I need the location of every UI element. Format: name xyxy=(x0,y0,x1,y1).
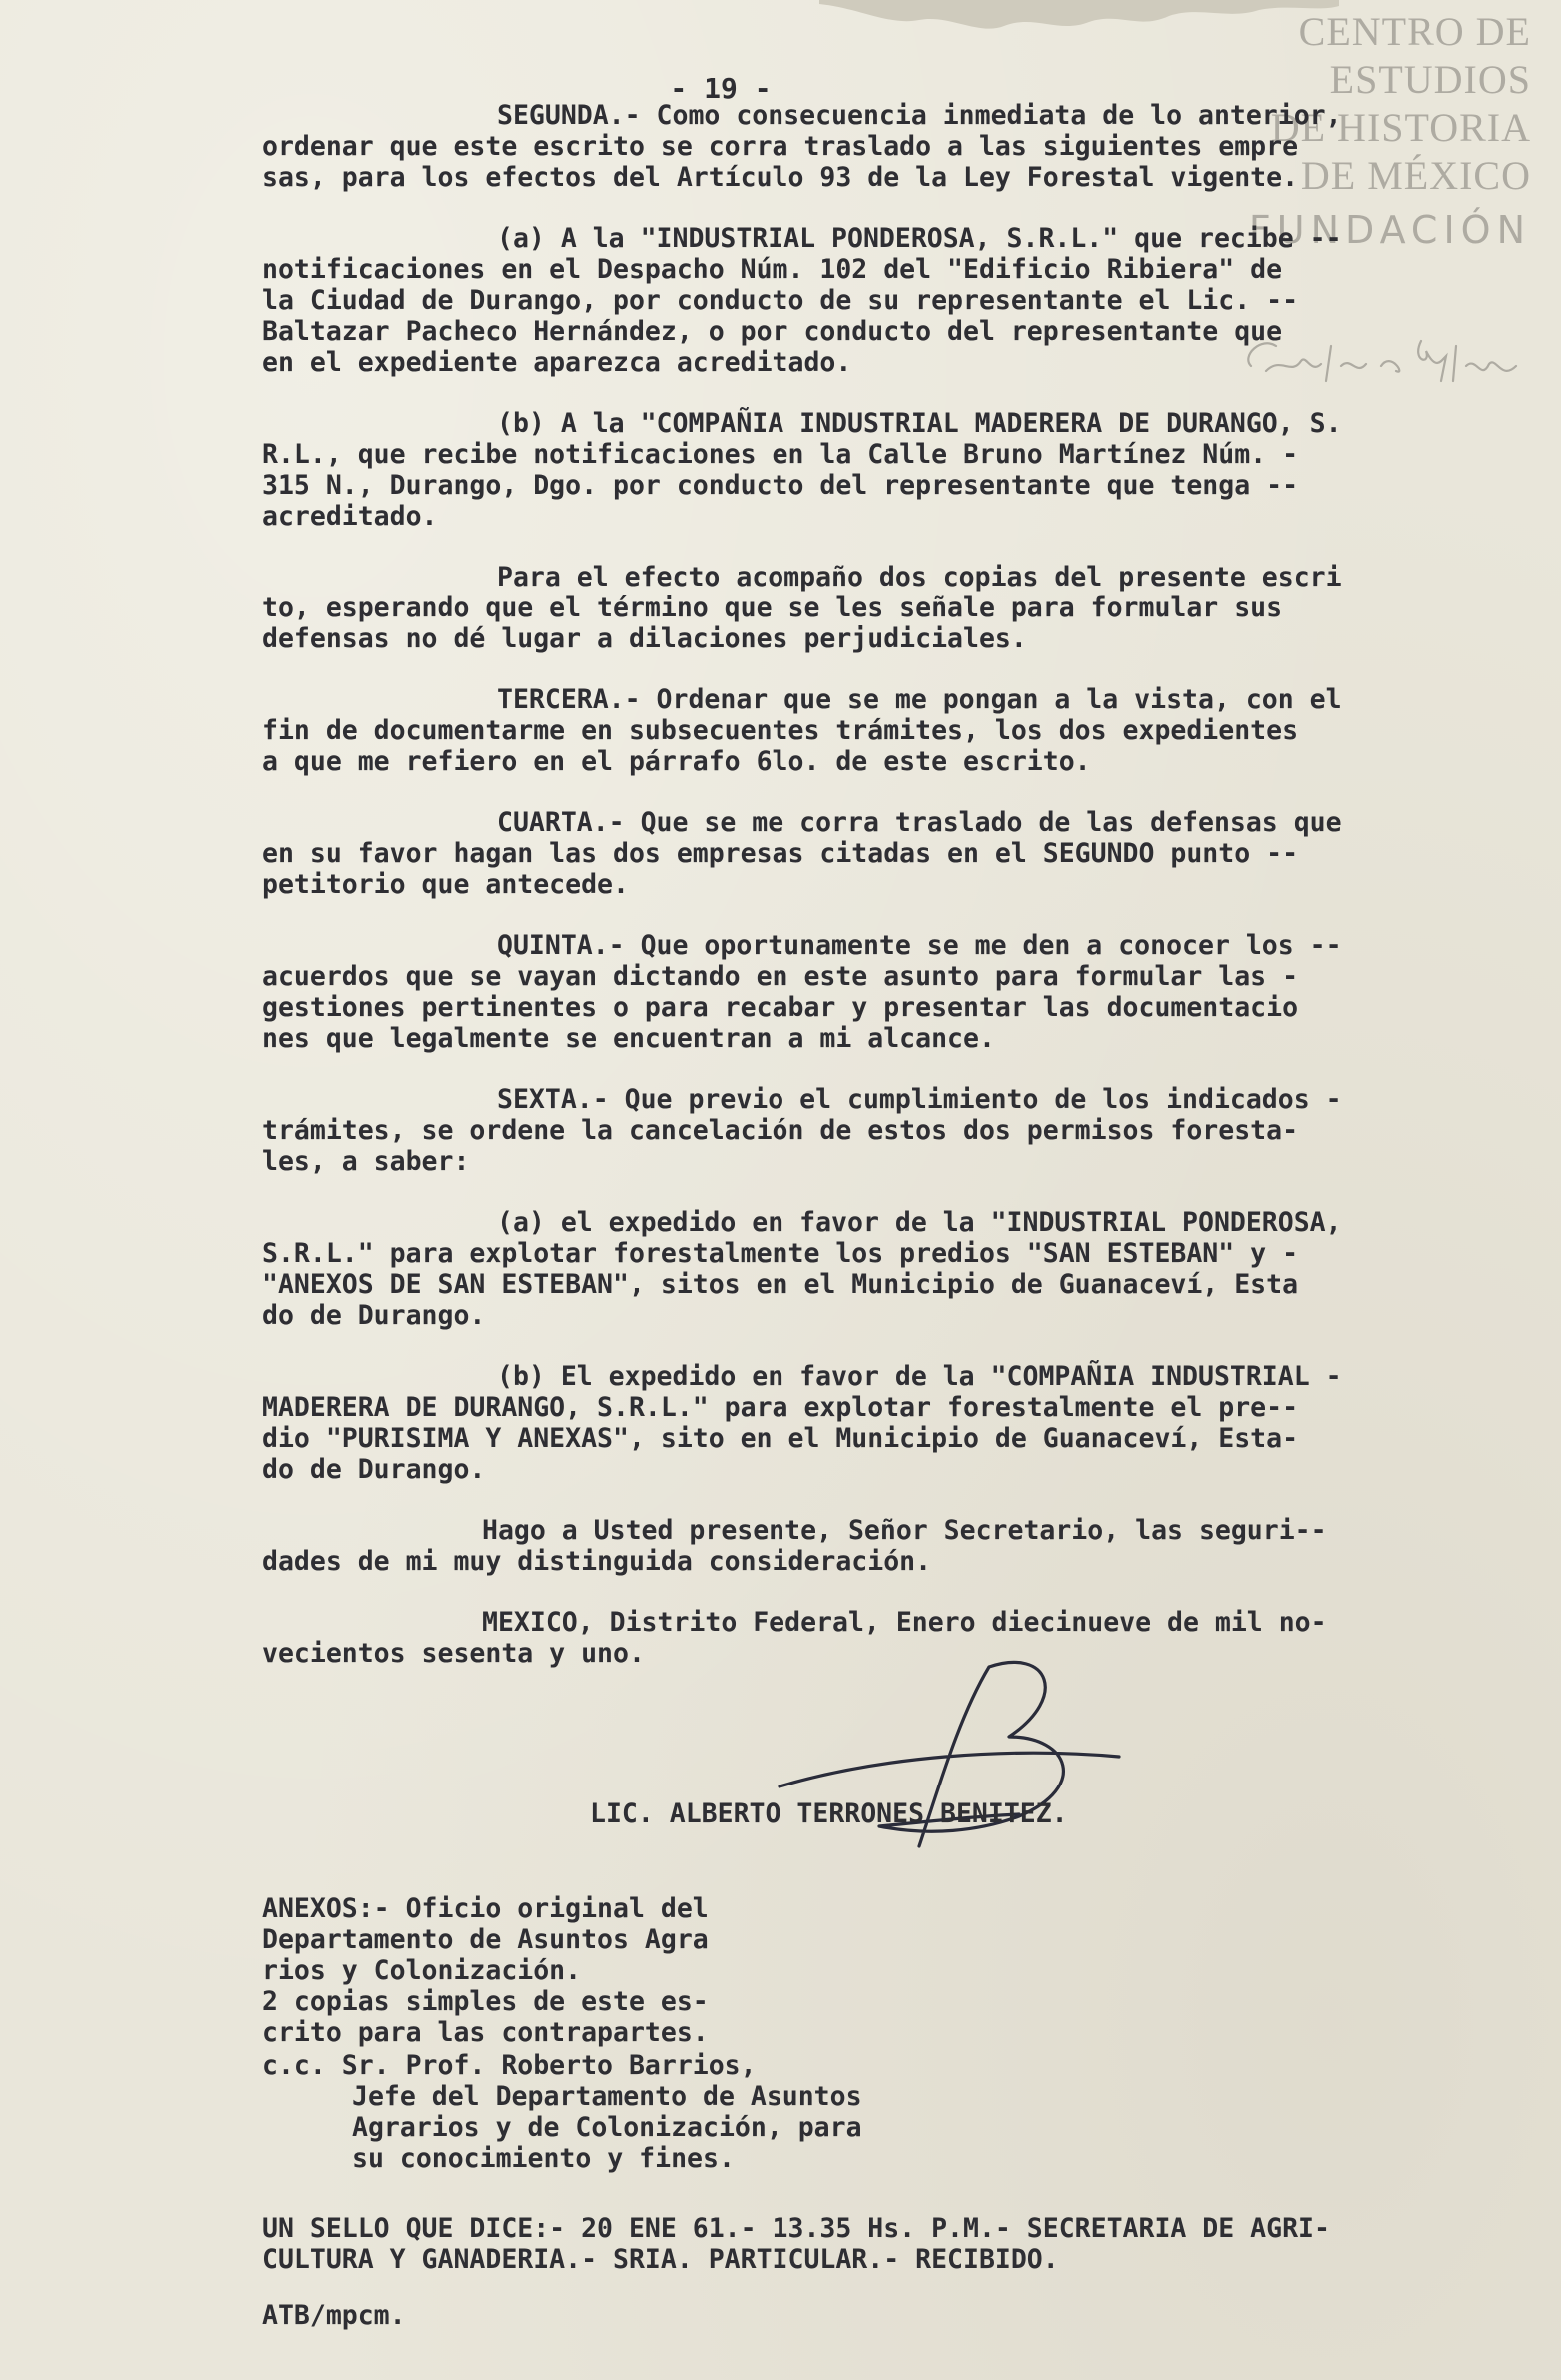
cuarta-line: en su favor hagan las dos empresas citadas en el SEGUNDO punto -- xyxy=(262,838,1299,869)
annex-line: rios y Colonización. xyxy=(262,1955,582,1986)
sexta-a-line: (a) el expedido en favor de la "INDUSTRIAL PONDEROSA, xyxy=(497,1207,1342,1238)
tercera-line: a que me refiero en el párrafo 6lo. de este escrito. xyxy=(262,746,1091,777)
item-a-line: en el expediente aparezca acreditado. xyxy=(262,347,852,378)
annex-line: Departamento de Asuntos Agra xyxy=(262,1924,709,1955)
annex-line: ANEXOS:- Oficio original del xyxy=(262,1893,709,1924)
sexta-b-line: (b) El expedido en favor de la "COMPAÑIA INDUSTRIAL - xyxy=(497,1361,1342,1392)
annex-line: crito para las contrapartes. xyxy=(262,2017,709,2048)
place-date-line: vecientos sesenta y uno. xyxy=(262,1638,645,1669)
cc-line: Agrarios y de Colonización, para xyxy=(352,2112,862,2143)
sexta-b-line: MADERERA DE DURANGO, S.R.L." para explotar forestalmente el pre-- xyxy=(262,1392,1299,1423)
sexta-line: trámites, se ordene la cancelación de estos dos permisos foresta- xyxy=(262,1115,1299,1146)
item-a-line: (a) A la "INDUSTRIAL PONDEROSA, S.R.L." que recibe -- xyxy=(497,223,1342,254)
watermark-line-3: DE HISTORIA xyxy=(1270,105,1531,150)
place-date-line: MEXICO, Distrito Federal, Enero diecinueve de mil no- xyxy=(482,1607,1327,1638)
stamp-block xyxy=(262,2213,1330,2275)
tercera-line: fin de documentarme en subsecuentes trámites, los dos expedientes xyxy=(262,715,1299,746)
watermark-fundacion: FUNDACIÓN xyxy=(1248,208,1531,252)
letter-body xyxy=(262,70,1491,1669)
typist-initials: ATB/mpcm. xyxy=(262,2300,406,2331)
item-b-line: R.L., que recibe notificaciones en la Calle Bruno Martínez Núm. - xyxy=(262,439,1299,470)
stamp-line: UN SELLO QUE DICE:- 20 ENE 61.- 13.35 Hs. P.M.- SECRETARIA DE AGRI- xyxy=(262,2213,1330,2244)
para-efecto-line: Para el efecto acompaño dos copias del presente escri xyxy=(497,562,1342,593)
sexta-b-line: dio "PURISIMA Y ANEXAS", sito en el Municipio de Guanaceví, Esta- xyxy=(262,1423,1299,1454)
cc-block xyxy=(262,2050,862,2174)
segunda-line: SEGUNDA.- Como consecuencia inmediata de lo anterior, xyxy=(497,100,1342,131)
closing-line: Hago a Usted presente, Señor Secretario, las seguri-- xyxy=(482,1515,1327,1546)
stamp-line: CULTURA Y GANADERIA.- SRIA. PARTICULAR.- RECIBIDO. xyxy=(262,2244,1059,2275)
sexta-b-line: do de Durango. xyxy=(262,1454,486,1485)
closing-line: dades de mi muy distinguida consideración. xyxy=(262,1546,932,1577)
sexta-a-line: "ANEXOS DE SAN ESTEBAN", sitos en el Municipio de Guanaceví, Esta xyxy=(262,1269,1299,1300)
watermark-line-1: CENTRO DE xyxy=(1298,9,1531,54)
page-number: - 19 - xyxy=(670,72,772,105)
sexta-line: les, a saber: xyxy=(262,1146,470,1177)
segunda-line: sas, para los efectos del Artículo 93 de la Ley Forestal vigente. xyxy=(262,162,1299,193)
quinta-line: nes que legalmente se encuentran a mi alcance. xyxy=(262,1023,995,1054)
cuarta-line: CUARTA.- Que se me corra traslado de las defensas que xyxy=(497,807,1342,838)
signer-name: LIC. ALBERTO TERRONES BENITEZ. xyxy=(590,1798,1068,1829)
annexes-block xyxy=(262,1893,709,2048)
quinta-line: gestiones pertinentes o para recabar y presentar las documentacio xyxy=(262,992,1299,1023)
annex-line: 2 copias simples de este es- xyxy=(262,1986,709,2017)
watermark-line-4: DE MÉXICO xyxy=(1300,153,1531,198)
handwritten-signature xyxy=(760,1647,1139,1876)
cc-line: su conocimiento y fines. xyxy=(352,2143,735,2174)
cuarta-line: petitorio que antecede. xyxy=(262,869,629,900)
item-a-line: la Ciudad de Durango, por conducto de su representante el Lic. -- xyxy=(262,285,1299,316)
item-a-line: Baltazar Pacheco Hernández, o por conducto del representante que xyxy=(262,316,1283,347)
para-efecto-line: to, esperando que el término que se les señale para formular sus xyxy=(262,593,1283,623)
segunda-line: ordenar que este escrito se corra traslado a las siguientes empre xyxy=(262,131,1299,162)
watermark-line-2: ESTUDIOS xyxy=(1329,57,1531,102)
quinta-line: QUINTA.- Que oportunamente se me den a conocer los -- xyxy=(497,930,1342,961)
item-a-line: notificaciones en el Despacho Núm. 102 del "Edificio Ribiera" de xyxy=(262,254,1283,285)
item-b-line: 315 N., Durango, Dgo. por conducto del representante que tenga -- xyxy=(262,470,1299,501)
tercera-line: TERCERA.- Ordenar que se me pongan a la vista, con el xyxy=(497,684,1342,715)
sexta-line: SEXTA.- Que previo el cumplimiento de los indicados - xyxy=(497,1084,1342,1115)
sexta-a-line: S.R.L." para explotar forestalmente los predios "SAN ESTEBAN" y - xyxy=(262,1238,1299,1269)
sexta-a-line: do de Durango. xyxy=(262,1300,486,1331)
cc-line: c.c. Sr. Prof. Roberto Barrios, xyxy=(262,2050,757,2081)
item-b-line: (b) A la "COMPAÑIA INDUSTRIAL MADERERA DE DURANGO, S. xyxy=(497,408,1342,439)
quinta-line: acuerdos que se vayan dictando en este asunto para formular las - xyxy=(262,961,1299,992)
cc-line: Jefe del Departamento de Asuntos xyxy=(352,2081,862,2112)
para-efecto-line: defensas no dé lugar a dilaciones perjudiciales. xyxy=(262,623,1027,654)
item-b-line: acreditado. xyxy=(262,501,438,532)
